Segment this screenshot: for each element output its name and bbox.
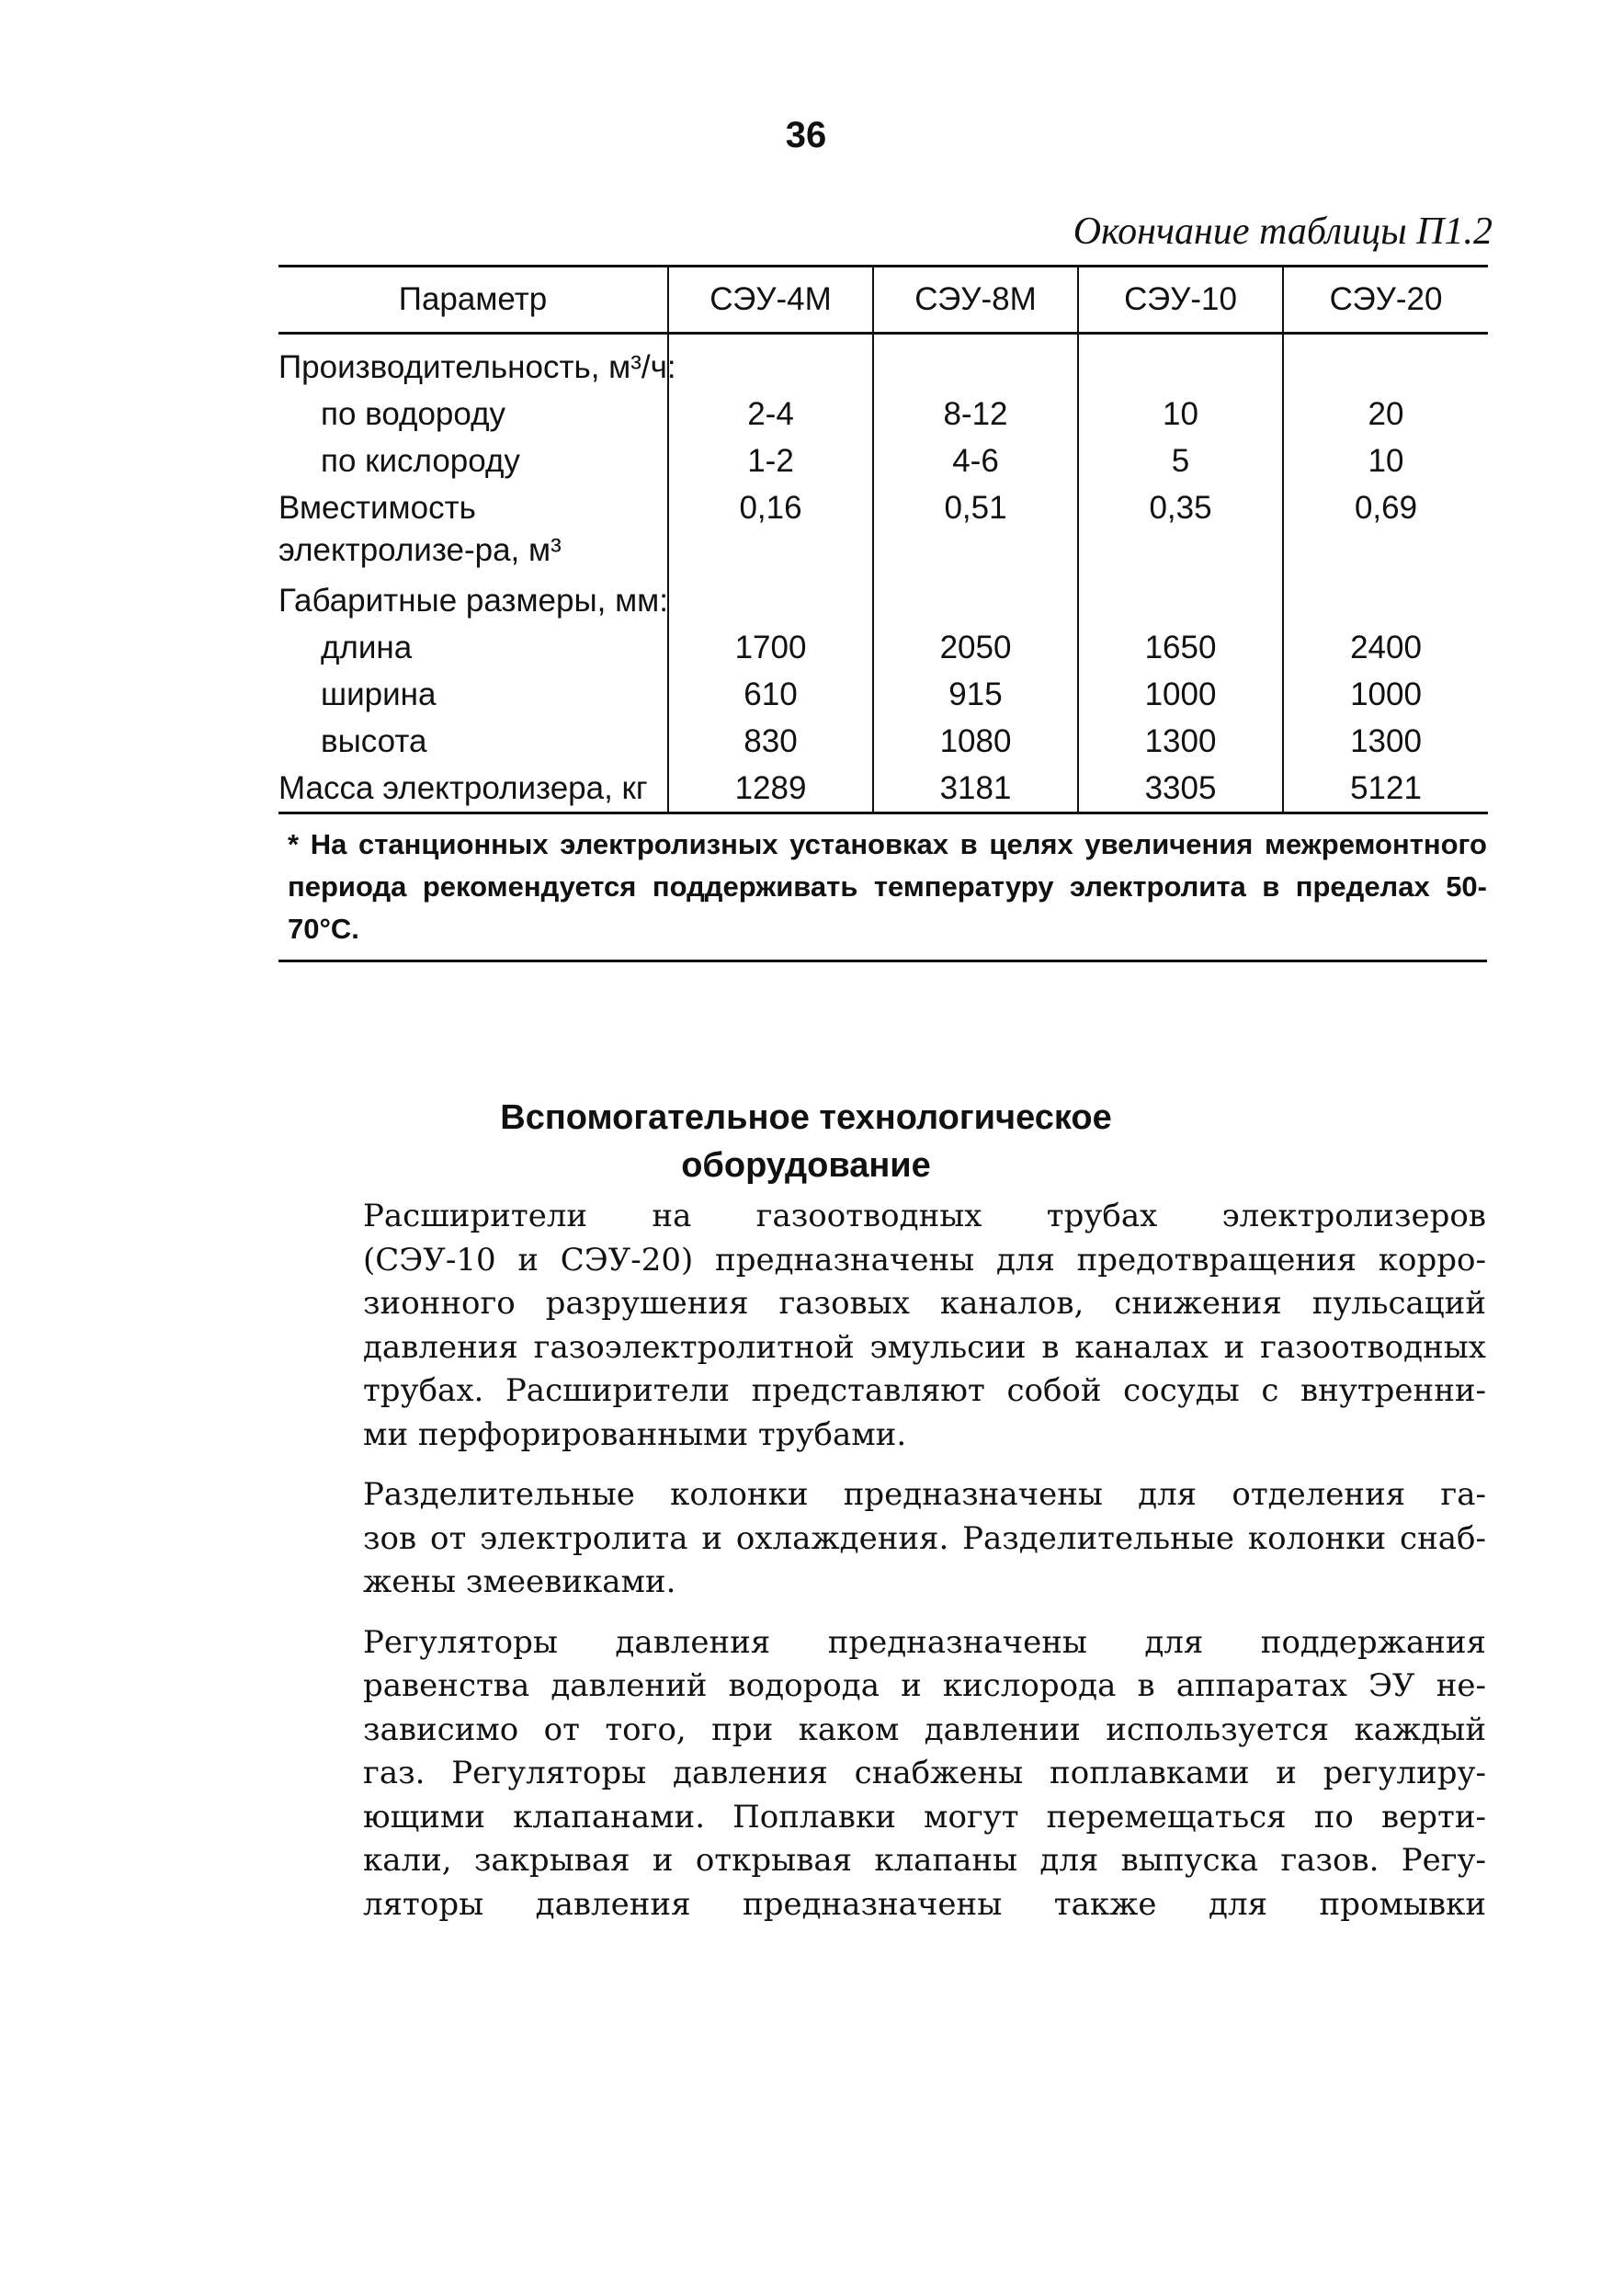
parameters-table bbox=[278, 265, 1488, 814]
text-line: Расширители на газоотводных трубах электролизеров bbox=[363, 1198, 1486, 1234]
table-cell: 0,35 bbox=[1078, 484, 1283, 577]
table-row bbox=[278, 765, 1488, 813]
text-line: ющими клапанами. Поплавки могут перемещаться по верти- bbox=[363, 1798, 1486, 1836]
table-row bbox=[278, 391, 1488, 438]
table-cell: 1300 bbox=[1283, 718, 1488, 765]
row-label-mass: Масса электролизера, кг bbox=[278, 770, 648, 806]
table-footnote: * На станционных электролизных установках в целях увеличения межремонтного периода рекомендуется поддерживать температуру электролита в пределах 50-70°С. bbox=[278, 814, 1487, 962]
table-row bbox=[278, 671, 1488, 718]
row-label-dimensions: Габаритные размеры, мм: bbox=[278, 583, 668, 619]
table-row bbox=[278, 484, 1488, 577]
table-row bbox=[278, 334, 1488, 392]
table-cell bbox=[1283, 334, 1488, 392]
table-cell bbox=[1283, 577, 1488, 624]
text-line: зависимо от того, при каком давлении используется каждый bbox=[363, 1711, 1486, 1748]
row-label-productivity: Производительность, м³/ч: bbox=[278, 349, 676, 385]
section-heading-line-1: Вспомогательное технологическое bbox=[500, 1098, 1112, 1137]
table-row bbox=[278, 718, 1488, 765]
section-heading-line-2: оборудование bbox=[681, 1146, 931, 1185]
table-cell: 1-2 bbox=[668, 438, 873, 484]
table-cell: 1000 bbox=[1283, 671, 1488, 718]
table-cell: 3305 bbox=[1078, 765, 1283, 813]
paragraph-pressure-regulators bbox=[280, 1621, 1486, 1927]
table-cell: 8-12 bbox=[873, 391, 1078, 438]
table-cell bbox=[873, 577, 1078, 624]
header-seu-4m: СЭУ-4М bbox=[668, 267, 873, 334]
row-label-width: ширина bbox=[321, 676, 437, 712]
parameters-table-block bbox=[278, 265, 1487, 962]
text-line: давления газоэлектролитной эмульсии в каналах и газоотводных bbox=[363, 1328, 1486, 1366]
table-cell: 2400 bbox=[1283, 624, 1488, 671]
text-line: трубах. Расширители представляют собой сосуды с внутренни- bbox=[363, 1372, 1486, 1409]
table-cell: 1650 bbox=[1078, 624, 1283, 671]
table-cell bbox=[873, 334, 1078, 392]
table-cell: 2050 bbox=[873, 624, 1078, 671]
page-number: 36 bbox=[785, 115, 827, 155]
row-label-oxygen: по кислороду bbox=[321, 443, 520, 479]
table-caption: Окончание таблицы П1.2 bbox=[1073, 210, 1493, 253]
table-cell bbox=[1078, 334, 1283, 392]
table-cell: 830 bbox=[668, 718, 873, 765]
table-cell: 610 bbox=[668, 671, 873, 718]
table-cell: 1289 bbox=[668, 765, 873, 813]
paragraph-expanders bbox=[280, 1195, 1486, 1457]
text-line: зов от электролита и охлаждения. Разделительные колонки снаб- bbox=[363, 1519, 1486, 1557]
table-cell: 1000 bbox=[1078, 671, 1283, 718]
text-line: (СЭУ-10 и СЭУ-20) предназначены для предотвращения корро- bbox=[363, 1241, 1486, 1279]
body-text bbox=[280, 1195, 1486, 1943]
table-cell: 10 bbox=[1078, 391, 1283, 438]
table-cell: 10 bbox=[1283, 438, 1488, 484]
header-seu-20: СЭУ-20 bbox=[1283, 267, 1488, 334]
table-cell: 20 bbox=[1283, 391, 1488, 438]
table-cell: 0,16 bbox=[668, 484, 873, 577]
text-line: газ. Регуляторы давления снабжены поплавками и регулиру- bbox=[363, 1755, 1486, 1791]
paragraph-separation-columns bbox=[280, 1473, 1486, 1605]
table-cell: 5121 bbox=[1283, 765, 1488, 813]
table-cell: 1080 bbox=[873, 718, 1078, 765]
table-header-row bbox=[278, 267, 1488, 334]
header-parameter: Параметр bbox=[398, 281, 548, 317]
table-cell: 0,51 bbox=[873, 484, 1078, 577]
table-cell: 1700 bbox=[668, 624, 873, 671]
table-cell: 2-4 bbox=[668, 391, 873, 438]
section-heading bbox=[0, 1094, 1612, 1189]
header-seu-8m: СЭУ-8М bbox=[873, 267, 1078, 334]
text-line: кали, закрывая и открывая клапаны для выпуска газов. Регу- bbox=[363, 1842, 1486, 1879]
table-cell bbox=[668, 334, 873, 392]
text-line: Регуляторы давления предназначены для поддержания bbox=[363, 1623, 1486, 1661]
table-row bbox=[278, 438, 1488, 484]
text-line: ми перфорированными трубами. bbox=[363, 1415, 907, 1453]
table-cell: 915 bbox=[873, 671, 1078, 718]
row-label-hydrogen: по водороду bbox=[321, 396, 506, 432]
text-line: равенства давлений водорода и кислорода в аппаратах ЭУ не- bbox=[363, 1667, 1486, 1704]
row-label-length: длина bbox=[321, 630, 413, 665]
table-cell: 0,69 bbox=[1283, 484, 1488, 577]
text-line: зионного разрушения газовых каналов, снижения пульсаций bbox=[363, 1285, 1486, 1322]
table-cell bbox=[668, 577, 873, 624]
table-row bbox=[278, 624, 1488, 671]
table-row bbox=[278, 577, 1488, 624]
text-line: Разделительные колонки предназначены для отделения га- bbox=[363, 1476, 1486, 1513]
table-cell bbox=[1078, 577, 1283, 624]
table-cell: 4-6 bbox=[873, 438, 1078, 484]
text-line: жены змеевиками. bbox=[363, 1563, 676, 1600]
table-cell: 5 bbox=[1078, 438, 1283, 484]
row-label-height: высота bbox=[321, 723, 427, 759]
table-cell: 1300 bbox=[1078, 718, 1283, 765]
header-seu-10: СЭУ-10 bbox=[1078, 267, 1283, 334]
text-line: ляторы давления предназначены также для промывки bbox=[363, 1885, 1486, 1923]
table-cell: 3181 bbox=[873, 765, 1078, 813]
row-label-capacity: Вместимость электролизе-ра, м³ bbox=[278, 490, 562, 568]
